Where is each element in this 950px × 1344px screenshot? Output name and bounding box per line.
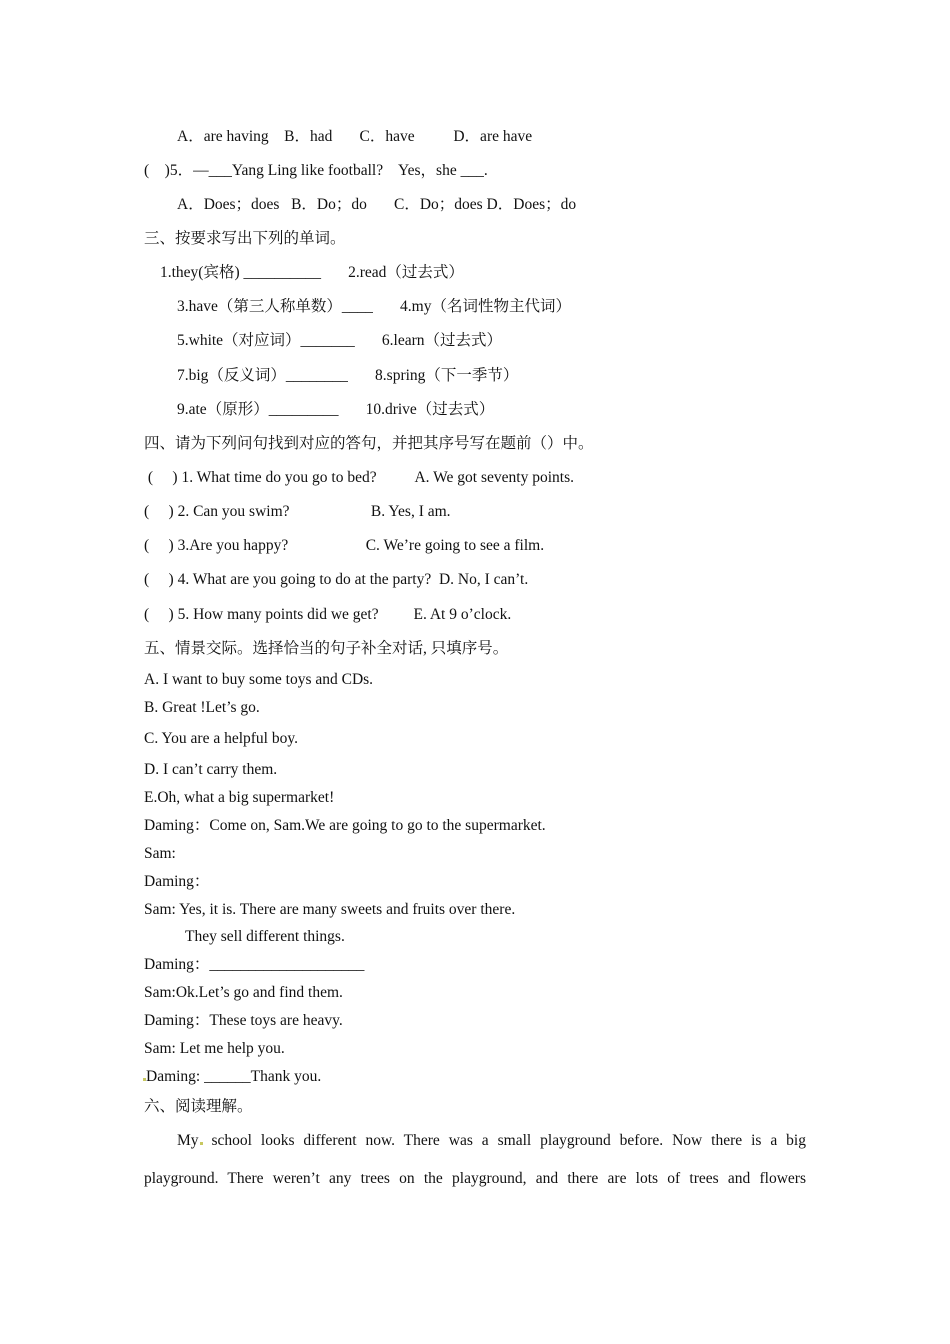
section-3-row-5: 9.ate（原形）_________ 10.drive（过去式）: [177, 401, 495, 418]
dialogue-line-6: Daming：____________________: [144, 956, 365, 973]
section-3-row-1: 1.they(宾格) __________ 2.read（过去式）: [160, 264, 464, 281]
dialogue-line-2: Sam:: [144, 845, 176, 862]
reading-paragraph-line-2: playground. There weren’t any trees on the playground, and there are lots of trees and flowers: [144, 1170, 806, 1187]
section-5-option-b: B. Great !Let’s go.: [144, 699, 260, 716]
dialogue-line-5: They sell different things.: [185, 928, 345, 945]
dialogue-line-8: Daming：These toys are heavy.: [144, 1012, 343, 1029]
question-5-stem: ( )5．—___Yang Ling like football? Yes，she ___.: [144, 162, 488, 179]
dialogue-line-10: Daming: ______Thank you.: [146, 1068, 322, 1085]
section-6-title: 六、阅读理解。: [144, 1098, 253, 1115]
question-4-options: A．are having B．had C．have D．are have: [177, 128, 533, 145]
section-5-title: 五、情景交际。选择恰当的句子补全对话, 只填序号。: [144, 640, 509, 657]
dialogue-line-7: Sam:Ok.Let’s go and find them.: [144, 984, 343, 1001]
section-4-title: 四、请为下列问句找到对应的答句，并把其序号写在题前（）中。: [144, 435, 594, 452]
section-4-row-2: ( ) 2. Can you swim? B. Yes, I am.: [144, 503, 451, 520]
dialogue-line-1: Daming：Come on, Sam.We are going to go to the supermarket.: [144, 817, 546, 834]
section-5-option-d: D. I can’t carry them.: [144, 761, 278, 778]
section-3-title: 三、按要求写出下列的单词。: [144, 230, 346, 247]
section-4-row-5: ( ) 5. How many points did we get? E. At 9 o’clock.: [144, 606, 512, 623]
section-4-row-4: ( ) 4. What are you going to do at the party? D. No, I can’t.: [144, 571, 529, 588]
reading-text-1: school looks different now. There was a small playground before. Now there is a big: [202, 1132, 806, 1149]
section-3-row-2: 3.have（第三人称单数）____ 4.my（名词性物主代词）: [177, 298, 571, 315]
dialogue-line-3: Daming：: [144, 873, 210, 890]
reading-paragraph-line-1: [144, 1131, 806, 1151]
section-3-row-3: 5.white（对应词）_______ 6.learn（过去式）: [177, 332, 503, 349]
section-4-row-1: ( ) 1. What time do you go to bed? A. We got seventy points.: [144, 469, 574, 486]
section-5-option-a: A. I want to buy some toys and CDs.: [144, 671, 374, 688]
reading-word-my: My: [177, 1132, 199, 1149]
section-4-row-3: ( ) 3.Are you happy? C. We’re going to see a film.: [144, 537, 545, 554]
dialogue-line-4: Sam: Yes, it is. There are many sweets and fruits over there.: [144, 901, 516, 918]
question-5-options: A．Does；does B．Do；do C．Do；does D．Does；do: [177, 196, 577, 213]
section-5-option-c: C. You are a helpful boy.: [144, 730, 298, 747]
dialogue-line-9: Sam: Let me help you.: [144, 1040, 285, 1057]
section-3-row-4: 7.big（反义词）________ 8.spring（下一季节）: [177, 367, 519, 384]
section-5-option-e: E.Oh, what a big supermarket!: [144, 789, 335, 806]
